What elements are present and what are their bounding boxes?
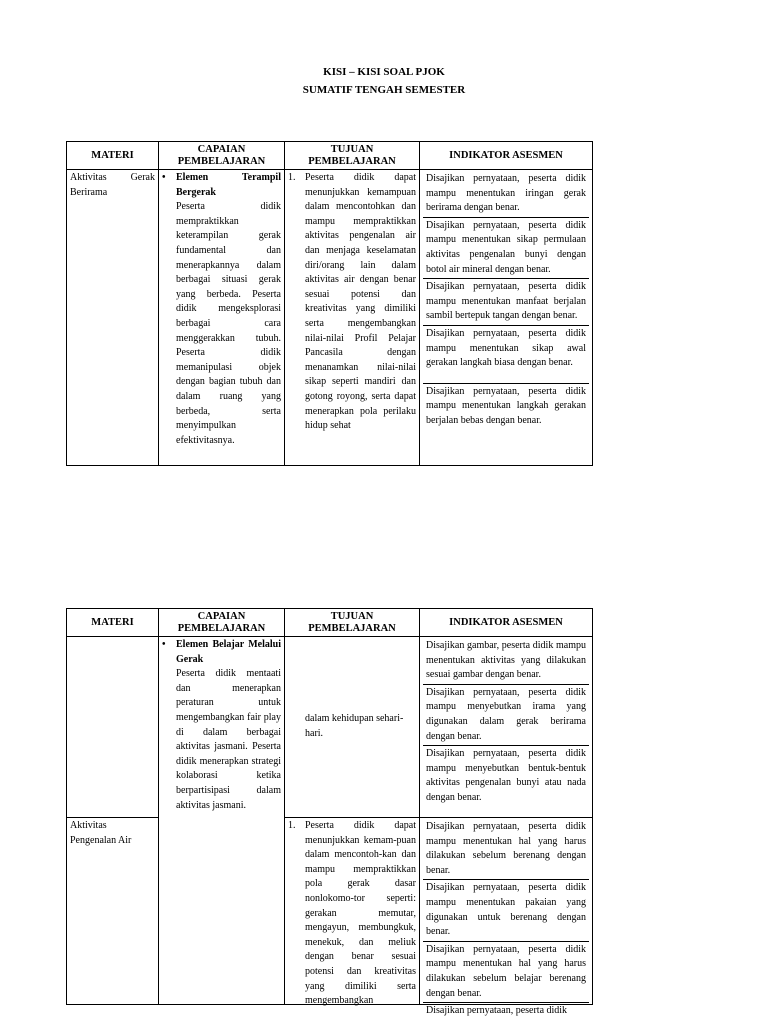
capaian-description: Peserta didik mempraktikkan keterampilan gerak fundamental dan menerapkannya dalam berbagai situasi gerak yang berbeda. Peserta didik mengeksplorasi berbagai cara menggerakkan tubuh. Peserta didik memanipulasi objek dengan bagian tubuh dan dalam ruang yang berbeda, serta menyimpulkan efektivitasnya. [176, 201, 281, 446]
header-materi: MATERI [67, 609, 159, 637]
indikator-item: Disajikan gambar, peserta didik mampu menentukan aktivitas yang dilakukan sesuai gambar dengan benar. [423, 638, 589, 685]
indikator-item: Disajikan pernyataan, peserta didik [426, 1005, 568, 1017]
tujuan-number: 1. [288, 172, 296, 183]
tujuan-continuation [285, 637, 420, 818]
tujuan-number: 1. [288, 820, 296, 831]
document-subtitle: SUMATIF TENGAH SEMESTER [302, 84, 466, 96]
capaian-elemen: Elemen Belajar Melalui Gerak [176, 639, 281, 665]
indikator-cell [420, 170, 593, 466]
tujuan-cell [285, 170, 420, 466]
indikator-item: Disajikan pernyataan, peserta didik mampu menentukan sikap permulaan aktivitas pengenalan bunyi dengan botol air mineral dengan benar. [423, 218, 589, 279]
capaian-description: Peserta didik mentaati dan menerapkan peraturan untuk mengembangkan fair play di dalam berbagai aktivitas jasmani. Peserta didik menerapkan strategi kolaborasi ketika berpartisipasi dalam aktivitas jasmani. [176, 668, 281, 811]
document-title: KISI – KISI SOAL PJOK [323, 66, 445, 78]
materi-cell-empty [67, 637, 159, 818]
indikator-item: Disajikan pernyataan, peserta didik mampu menentukan langkah gerakan berjalan bebas dengan benar. [426, 385, 586, 426]
kisi-table-2 [66, 608, 593, 1017]
header-tujuan: TUJUAN PEMBELAJARAN [285, 142, 420, 170]
indikator-item: Disajikan pernyataan, peserta didik mampu menentukan hal yang harus dilakukan sebelum berenang dengan benar. [423, 819, 589, 880]
indikator-item: Disajikan pernyataan, peserta didik mampu menentukan pakaian yang digunakan untuk berenang dengan benar. [423, 880, 589, 941]
indikator-cell [420, 818, 593, 1017]
capaian-elemen: Elemen Terampil Bergerak [176, 172, 281, 198]
tujuan-text: Peserta didik dapat menunjukkan kemam-puan dalam mencontoh-kan dan mampu mempraktikkan pola gerak dasar nonlokomo-tor seperti: gerakan memutar, mengayun, membungkuk, menekuk, dan meliuk dengan benar sesuai potensi dan kreativitas yang dimiliki serta mengembangkan [305, 820, 416, 1007]
header-indikator: INDIKATOR ASESMEN [420, 142, 593, 170]
header-indikator: INDIKATOR ASESMEN [420, 609, 593, 637]
materi-cell: Aktivitas Pengenalan Air [67, 818, 159, 1005]
indikator-item: Disajikan pernyataan, peserta didik mampu menentukan sikap awal gerakan langkah biasa dengan benar. [423, 326, 589, 384]
bullet: • [162, 639, 166, 650]
indikator-item: Disajikan pernyataan, peserta didik mampu menentukan hal yang harus dilakukan sebelum belajar berenang dengan benar. [423, 942, 589, 1003]
indikator-cell [420, 637, 593, 818]
kisi-table-1 [66, 141, 593, 466]
capaian-cell [159, 170, 285, 466]
indikator-item: Disajikan pernyataan, peserta didik mampu menyebutkan irama yang digunakan dalam gerak berirama dengan benar. [423, 685, 589, 746]
tujuan-text: Peserta didik dapat menunjukkan kemampuan dalam mencontohkan dan mampu mempraktikkan aktivitas pengenalan air dan menjaga keselamatan diri/orang lain dalam aktivitas air dengan benar sesuai potensi dan kreativitas yang dimiliki serta mengembangkan nilai-nilai Profil Pelajar Pancasila dengan menanamkan nilai-nilai sikap seperti mandiri dan gotong royong, serta dapat menerapkan pola perilaku hidup sehat [305, 172, 416, 432]
tujuan-cont-text: dalam kehidupan sehari-hari. [305, 713, 404, 739]
header-tujuan: TUJUAN PEMBELAJARAN [285, 609, 420, 637]
bullet: • [162, 172, 166, 183]
header-capaian: CAPAIAN PEMBELAJARAN [159, 609, 285, 637]
indikator-item: Disajikan pernyataan, peserta didik mampu menentukan iringan gerak berirama dengan benar. [423, 171, 589, 218]
header-capaian: CAPAIAN PEMBELAJARAN [159, 142, 285, 170]
tujuan-cell [285, 818, 420, 1005]
indikator-item: Disajikan pernyataan, peserta didik mampu menyebutkan bentuk-bentuk aktivitas pengenalan bunyi atau nada dengan benar. [426, 748, 586, 803]
indikator-item: Disajikan pernyataan, peserta didik mampu menentukan manfaat berjalan sambil bertepuk tangan dengan benar. [423, 279, 589, 326]
materi-cell: Aktivitas Gerak Berirama [67, 170, 159, 466]
header-materi: MATERI [67, 142, 159, 170]
capaian-cell [159, 637, 285, 1005]
